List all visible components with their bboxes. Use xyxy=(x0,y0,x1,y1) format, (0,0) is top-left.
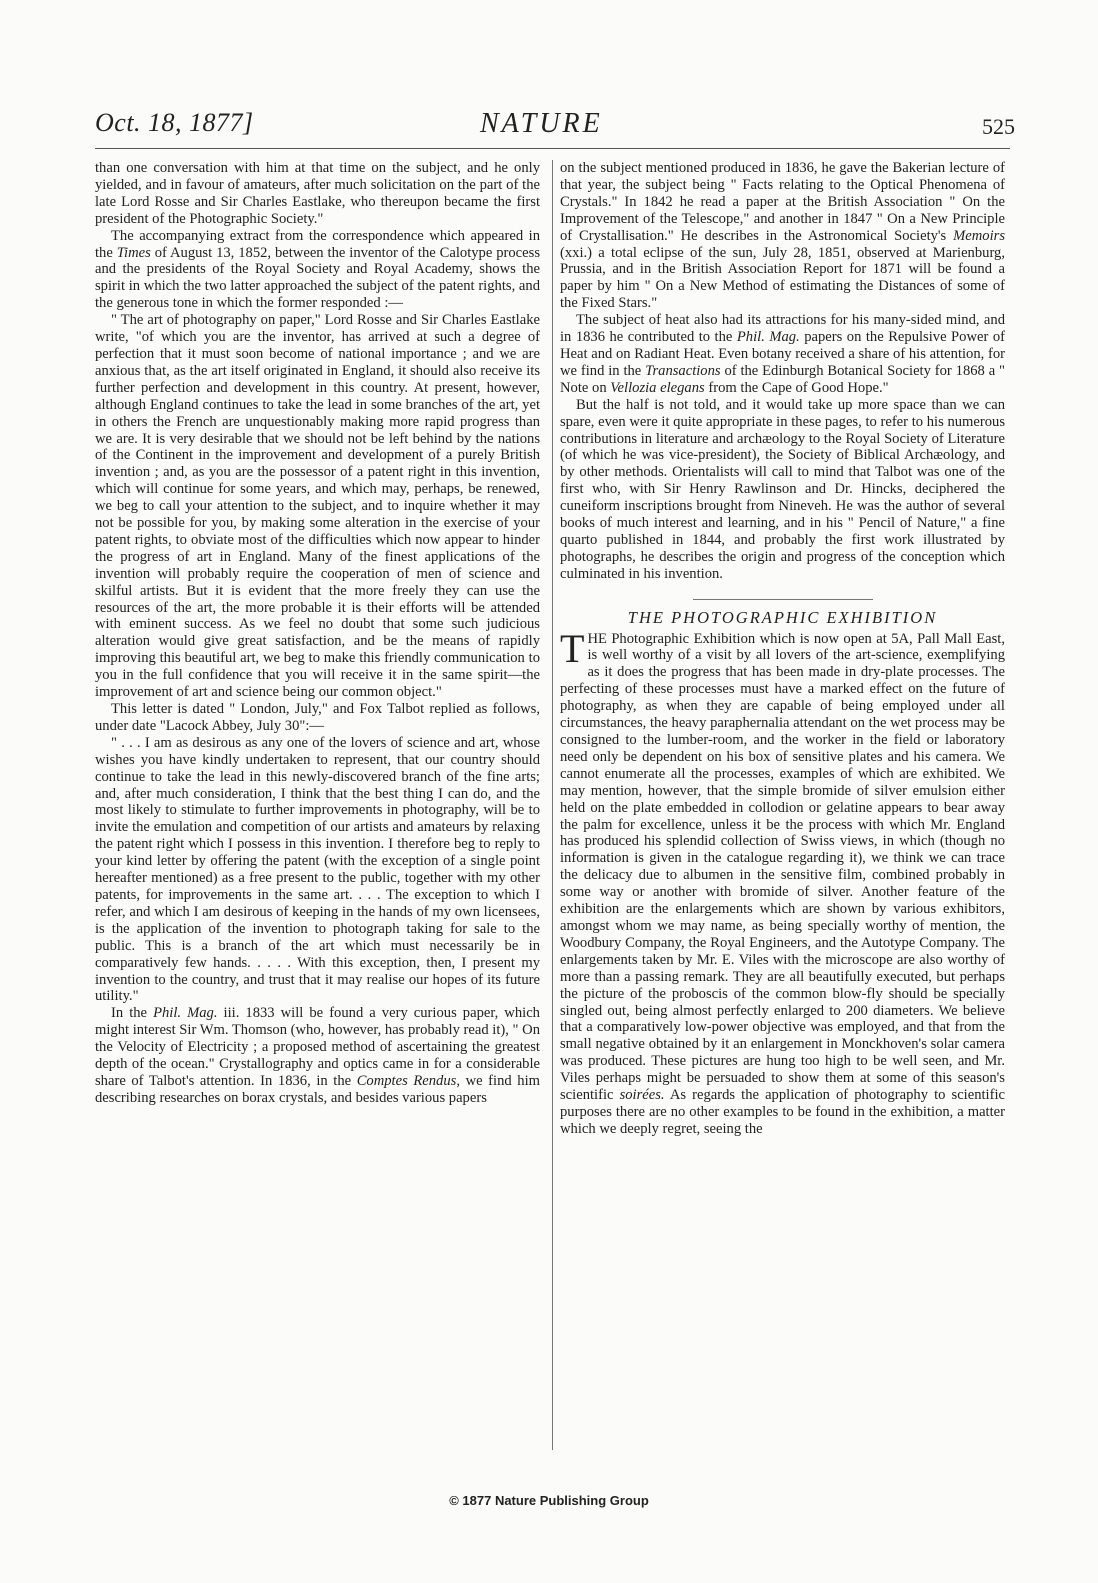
text-run: of the Edinburgh Botanical Society for 1868 a " Note on xyxy=(560,362,1005,396)
paragraph xyxy=(560,312,1005,397)
column-divider xyxy=(552,160,553,1450)
paragraph xyxy=(95,1005,540,1106)
text-run: , we find him describing researches on borax crystals, and besides various papers xyxy=(95,1072,540,1106)
italic-text: soirées. xyxy=(619,1087,665,1104)
paragraph xyxy=(95,228,540,313)
italic-text: Memoirs xyxy=(953,227,1005,244)
text-run: In the xyxy=(111,1005,154,1022)
issue-date: Oct. 18, 1877] xyxy=(95,108,254,137)
italic-text: Phil. Mag. xyxy=(736,329,800,346)
text-run: on the subject mentioned produced in 1836, he gave the Bakerian lecture of that year, the subject being " Facts relating to the Optical Phenomena of Crystals." In 1842 he read a paper at the British Association " On the Improvement of the Telescope," and another in 1847 " On a New Principle of Crystallisation." He describes in the Astronomical Society's xyxy=(560,160,1005,244)
text-run: iii. 1833 will be found a very curious paper, which might interest Sir Wm. Thomson (who, however, has probably read it), " On the Velocity of Electricity ; a proposed method of ascertaining the greatest depth of the ocean." Crystallography and optics came in for a considerable share of Talbot's attention. In 1836, in the xyxy=(95,1005,541,1089)
italic-text: Vellozia elegans xyxy=(610,379,705,396)
copyright-footer: © 1877 Nature Publishing Group xyxy=(449,1493,649,1508)
journal-title: NATURE xyxy=(480,108,603,139)
paragraph: This letter is dated " London, July," and Fox Talbot replied as follows, under date "Lacock Abbey, July 30":— xyxy=(95,701,540,734)
header-rule xyxy=(95,148,1010,149)
paragraph xyxy=(560,160,1005,312)
quotation: " . . . I am as desirous as any one of the lovers of science and art, whose wishes you have kindly undertaken to represent, that our country should continue to take the lead in this newly-discovered branch of the fine arts; and, after much consideration, I think that the best thing I can do, and the most likely to stimulate to further improvements in photography, will be to invite the emulation and competition of our artists and amateurs by relaxing the patent right which I possess in this invention. I therefore beg to reply to your kind letter by offering the patent (with the exception of a single point hereafter mentioned) as a free present to the public, together with my other patents, for improvements in the same art. . . . The exception to which I refer, and which I am desirous of keeping in the hands of my own licensees, is the application of the invention to photograph taking for sale to the public. This is a branch of the art which must necessarily be in comparatively few hands. . . . . With this exception, then, I present my invention to the country, and trust that it may realise our hopes of its future utility." xyxy=(95,734,540,1005)
drop-cap: T xyxy=(560,625,585,671)
italic-text: Transactions xyxy=(645,362,721,379)
text-run: The subject of heat also had its attractions for his many-sided mind, and in 1836 he contributed to the xyxy=(560,312,1005,346)
section-title: THE PHOTOGRAPHIC EXHIBITION xyxy=(627,607,938,627)
section-divider xyxy=(693,599,873,600)
text-run: from the Cape of Good Hope." xyxy=(704,379,889,396)
right-column xyxy=(560,160,1005,1138)
italic-text: Times xyxy=(116,244,151,261)
paragraph: than one conversation with him at that time on the subject, and he only yielded, and in favour of amateurs, after much solicitation on the part of the late Lord Rosse and Sir Charles Eastlake, who thereupon became the first president of the Photographic Society." xyxy=(95,160,540,227)
text-run: HE Photographic Exhibition which is now open at 5A, Pall Mall East, is well worthy of a visit by all lovers of the art-science, exemplifying as it does the progress that has been made in dry-plate processes. The perfecting of these processes must have a marked effect on the future of photography, as when they are capable of being employed under all circumstances, the heavy paraphernalia attendant on the wet process may be consigned to the lumber-room, and the worker in the field or laboratory need only be dependent on his box of sensitive plates and his camera. We cannot enumerate all the processes, examples of which are exhibited. We may mention, however, that the simple bromide of silver emulsion either held on the plate embedded in collodion or gelatine appears to bear away the palm for excellence, unless it be the process with which Mr. England has produced his splendid collection of Swiss views, in which (though no information is given in the catalogue regarding it), we think we can trace the delicacy due to albumen in the sensitive film, combined probably in some way or another with bromide of silver. Another feature of the exhibition are the enlargements which are shown by various exhibitors, amongst whom we may name, as being specially worthy of mention, the Woodbury Company, the Royal Engineers, and the Autotype Company. The enlargements taken by Mr. E. Viles with the microscope are also worthy of more than a passing remark. They are all beautifully executed, but perhaps the picture of the proboscis of the common blow-fly should be specially singled out, being almost perfectly enlarged to 200 diameters. We believe that a comparatively low-power objective was employed, and that from the small negative obtained by it an enlargement in Monckhoven's solar camera was produced. These pictures are hung too high to be well seen, and Mr. Viles perhaps might be persuaded to show them at some of this season's scientific xyxy=(560,630,1005,1104)
text-run: (xxi.) a total eclipse of the sun, July 28, 1851, observed at Marienburg, Prussia, and in the British Association Report for 1871 will be found a paper by him " On a New Method of estimating the Distances of some of the Fixed Stars." xyxy=(560,244,1005,312)
left-column xyxy=(95,160,540,1107)
paragraph: But the half is not told, and it would take up more space than we can spare, even were it quite appropriate in these pages, to refer to his numerous contributions in literature and archæology to the Royal Society of Literature (of which he was vice-president), the Society of Biblical Archæology, and by other methods. Orientalists will call to mind that Talbot was one of the first who, with Sir Henry Rawlinson and Dr. Hincks, deciphered the cuneiform inscriptions brought from Nineveh. He was the author of several books of much interest and learning, and in his " Pencil of Nature," a fine quarto published in 1844, and probably the first work illustrated by photographs, he describes the origin and progress of the conception which culminated in his invention. xyxy=(560,396,1005,582)
text-run: of August 13, 1852, between the inventor of the Calotype process and the presidents of the Royal Society and Royal Academy, shows the spirit in which the two latter approached the subject of the patent rights, and the generous tone in which the former responded :— xyxy=(95,244,540,312)
text-run: As regards the application of photography to scientific purposes there are no other examples to be found in the exhibition, a matter which we deeply regret, seeing the xyxy=(560,1087,1005,1137)
italic-text: Phil. Mag. xyxy=(153,1005,218,1022)
italic-text: Comptes Rendus xyxy=(356,1072,457,1089)
paragraph xyxy=(560,625,1005,1138)
text-run: papers on the Repulsive Power of Heat and on Radiant Heat. Even botany received a share of his attention, for we find in the xyxy=(560,329,1005,379)
page-header xyxy=(95,108,1015,144)
page-number: 525 xyxy=(982,114,1015,139)
quotation: " The art of photography on paper," Lord Rosse and Sir Charles Eastlake write, "of which you are the inventor, has arrived at such a degree of perfection that it must soon become of national importance ; and we are anxious that, as the art itself originated in England, it should also receive its further perfection and development in this country. At present, however, although England continues to take the lead in some branches of the art, yet in others the French are unquestionably making more rapid progress than we are. It is very desirable that we should not be left behind by the nations of the Continent in the improvement and development of a purely British invention ; and, as you are the possessor of a patent right in this invention, which will continue for some years, and which may, perhaps, be renewed, we beg to call your attention to the subject, and to inquire whether it may not be possible for you, by making some alteration in the exercise of your patent rights, to obviate most of the difficulties which now appear to hinder the progress of art in England. Many of the finest applications of the invention will probably require the cooperation of men of science and skilful artists. But it is evident that the more freely they can use the resources of the art, the more probable it is their efforts will be attended with eminent success. As we feel no doubt that some such judicious alteration would give great satisfaction, and be the means of rapidly improving this beautiful art, we beg to make this friendly communication to you in the full confidence that you will receive it in the same spirit—the improvement of art and science being our common object." xyxy=(95,312,540,701)
text-run: The accompanying extract from the correspondence which appeared in the xyxy=(95,227,540,261)
